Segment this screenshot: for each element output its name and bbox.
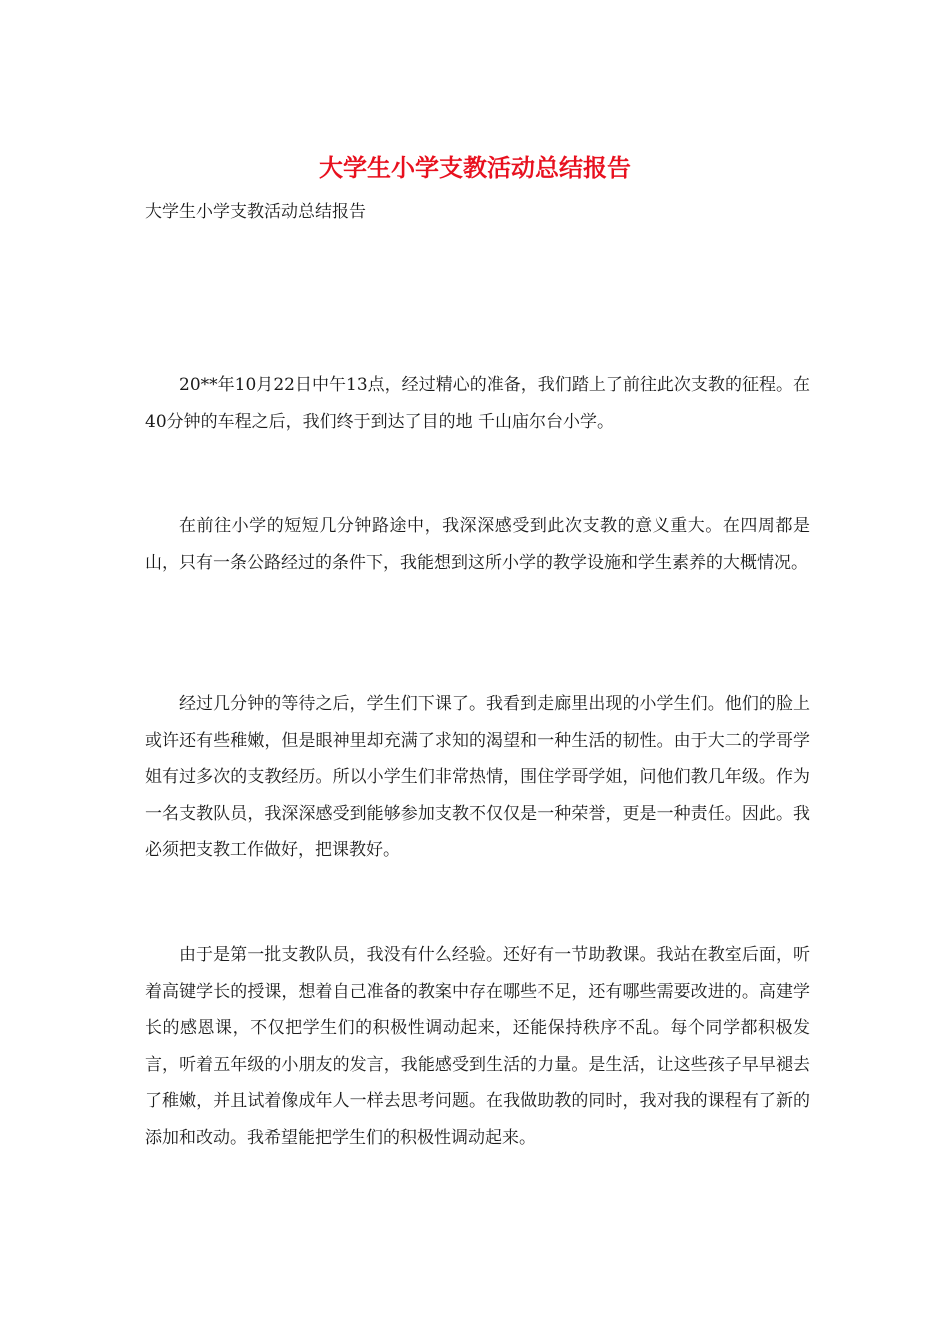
paragraph-3: 经过几分钟的等待之后，学生们下课了。我看到走廊里出现的小学生们。他们的脸上或许还有些稚嫩，但是眼神里却充满了求知的渴望和一种生活的韧性。由于大二的学哥学姐有过多次的支教经历。所以小学生们非常热情，围住学哥学姐，问他们教几年级。作为一名支教队员，我深深感受到能够参加支教不仅仅是一种荣誉，更是一种责任。因此。我必须把支教工作做好，把课教好。 [145,694,810,860]
document-title: 大学生小学支教活动总结报告 [319,153,631,182]
paragraph-1: 20**年10月22日中午13点，经过精心的准备，我们踏上了前往此次支教的征程。在40分钟的车程之后，我们终于到达了目的地 千山庙尔台小学。 [145,375,810,432]
document-subtitle: 大学生小学支教活动总结报告 [145,202,366,222]
paragraph-4: 由于是第一批支教队员，我没有什么经验。还好有一节助教课。我站在教室后面，听着高键学长的授课，想着自己准备的教案中存在哪些不足，还有哪些需要改进的。高建学长的感恩课，不仅把学生们的积极性调动起来，还能保持秩序不乱。每个同学都积极发言，听着五年级的小朋友的发言，我能感受到生活的力量。是生活，让这些孩子早早褪去了稚嫩，并且试着像成年人一样去思考问题。在我做助教的同时，我对我的课程有了新的添加和改动。我希望能把学生们的积极性调动起来。 [145,945,810,1148]
paragraph-2: 在前往小学的短短几分钟路途中，我深深感受到此次支教的意义重大。在四周都是山，只有一条公路经过的条件下，我能想到这所小学的教学设施和学生素养的大概情况。 [145,516,810,573]
